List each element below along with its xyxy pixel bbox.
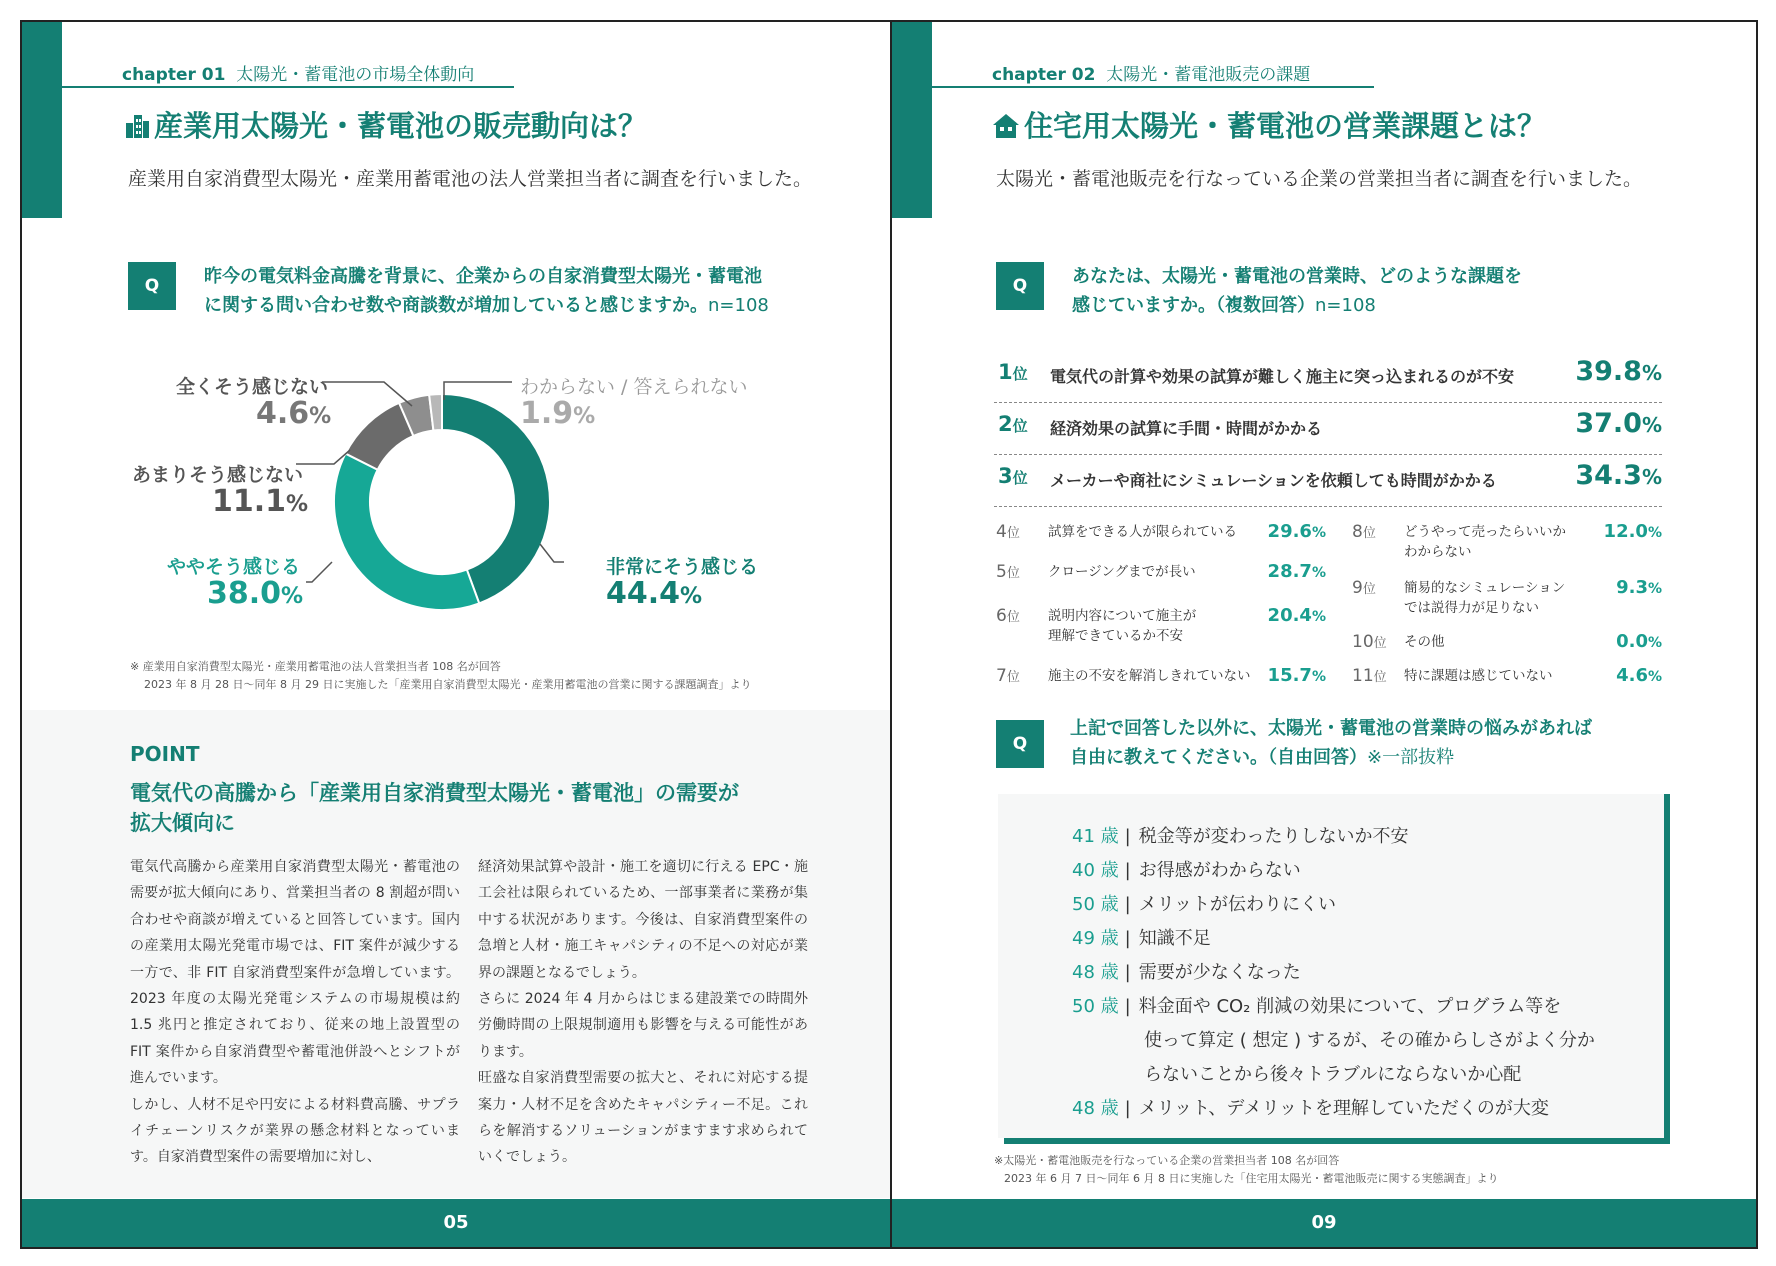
question-badge: Q: [128, 262, 176, 310]
answer-line-5: 48 歳 | 需要が少なくなった: [1072, 962, 1301, 983]
page-subtitle: 太陽光・蓄電池販売を行なっている企業の営業担当者に調査を行いました。: [996, 168, 1643, 190]
chapter-title: 太陽光・蓄電池の市場全体動向: [236, 65, 475, 85]
point-title-line-2: 拡大傾向に: [130, 811, 235, 835]
rank-row-2: [994, 402, 1662, 455]
question-2-note: ※一部抜粋: [1367, 747, 1455, 768]
pct-unknown: 1.9%: [520, 396, 596, 431]
survey-footnote: [130, 658, 751, 694]
rank-item-6: 6位 説明内容について施主が 理解できているか不安 20.4%: [996, 605, 1326, 644]
rank-percent: 39.8%: [1575, 356, 1662, 387]
rank-number: 3位: [998, 464, 1028, 488]
body-paragraph: しかし、人材不足や円安による材料費高騰、サプライチェーンリスクが業界の懸念材料となっています。自家消費型案件の需要増加に対し、: [130, 1096, 460, 1166]
question-n: n=108: [708, 295, 769, 316]
right-page: [890, 20, 1758, 1249]
pct-very: 44.4%: [606, 576, 703, 611]
rank-number: 2位: [998, 412, 1028, 436]
pct-not-much: 11.1%: [212, 484, 309, 519]
point-body-column-2: [478, 854, 808, 1171]
page-subtitle: 産業用自家消費型太陽光・産業用蓄電池の法人営業担当者に調査を行いました。: [128, 168, 813, 190]
answer-line-6-cont-2: らないことから後々トラブルにならないか心配: [1144, 1064, 1522, 1085]
point-title: [130, 778, 739, 838]
question-2-text: [1070, 714, 1592, 772]
body-paragraph: 旺盛な自家消費型需要の拡大と、それに対応する提案力・人材不足を含めたキャパシティー不足。これらを解消するソリューションがますます求められていくでしょう。: [478, 1070, 808, 1166]
house-icon: [992, 113, 1020, 139]
footnote-line-2: 2023 年 8 月 28 日～同年 8 月 29 日に実施した「産業用自家消費型太陽光・産業用蓄電池の営業に関する課題調査」より: [144, 678, 752, 691]
point-title-line-1: 電気代の高騰から「産業用自家消費型太陽光・蓄電池」の需要が: [130, 781, 739, 805]
top-ranking-list: [994, 340, 1662, 530]
label-not-at-all: 全くそう感じない: [176, 376, 329, 398]
answer-box-shadow-right: [1664, 794, 1670, 1144]
body-paragraph: さらに 2024 年 4 月からはじまる建設業での時間外労働時間の上限規制適用も影響を与える可能性があります。: [478, 991, 808, 1060]
rank-row-3: [994, 454, 1662, 507]
leader-lines: [22, 22, 892, 722]
answer-line-3: 50 歳 | メリットが伝わりにくい: [1072, 894, 1336, 915]
question-n: n=108: [1315, 295, 1376, 316]
rank-text: メーカーや商社にシミュレーションを依頼しても時間がかかる: [1050, 471, 1497, 490]
question-text: [1072, 262, 1522, 320]
rank-number: 1位: [998, 360, 1028, 384]
question-line-2: に関する問い合わせ数や商談数が増加していると感じますか。n=108: [204, 295, 769, 316]
left-page: [20, 20, 892, 1249]
rank-item-9: 9位 簡易的なシミュレーション では説得力が足りない 9.3%: [1352, 577, 1662, 616]
page-title: [992, 104, 1546, 145]
leader-line-notmuch: [296, 450, 350, 464]
rank-item-5: 5位 クロージングまでが長い 28.7%: [996, 561, 1326, 582]
rank-item-8: 8位 どうやって売ったらいいか わからない 12.0%: [1352, 521, 1662, 560]
rank-item-7: 7位 施主の不安を解消しきれていない 15.7%: [996, 665, 1326, 686]
footnote-line-2: 2023 年 6 月 7 日～同年 6 月 8 日に実施した「住宅用太陽光・蓄電池販売に関する実態調査」より: [1004, 1172, 1499, 1185]
chapter-underline: [932, 86, 1374, 88]
chapter-title: 太陽光・蓄電池販売の課題: [1106, 65, 1311, 85]
footnote-line-1: ※ 産業用自家消費型太陽光・産業用蓄電池の法人営業担当者 108 名が回答: [130, 660, 501, 673]
answer-box-shadow-bottom: [1004, 1138, 1670, 1144]
leader-line-somewhat: [306, 562, 332, 582]
page-title-text: 住宅用太陽光・蓄電池の営業課題とは？: [1024, 109, 1547, 143]
question-badge: Q: [996, 262, 1044, 310]
survey-footnote: [994, 1152, 1498, 1188]
page-footer: [22, 1199, 890, 1247]
answer-line-7: 48 歳 | メリット、デメリットを理解していただくのが大変: [1072, 1098, 1549, 1119]
leader-line-notatall: [322, 382, 412, 406]
answer-line-6: 50 歳 | 料金面や CO₂ 削減の効果について、プログラム等を: [1072, 996, 1562, 1017]
pct-somewhat: 38.0%: [207, 576, 304, 611]
pct-not-at-all: 4.6%: [256, 396, 332, 431]
rank-text: 電気代の計算や効果の試算が難しく施主に突っ込まれるのが不安: [1050, 367, 1515, 386]
label-very: 非常にそう感じる: [606, 556, 759, 578]
answer-line-6-cont-1: 使って算定 ( 想定 ) するが、その確からしさがよく分か: [1144, 1030, 1595, 1051]
label-somewhat: ややそう感じる: [167, 556, 301, 578]
answer-line-4: 49 歳 | 知識不足: [1072, 928, 1211, 949]
point-label: POINT: [130, 742, 200, 766]
page-title-text: 産業用太陽光・蓄電池の販売動向は？: [154, 109, 648, 143]
question-line-2: 感じていますか。（複数回答）n=108: [1072, 295, 1376, 316]
footnote-line-1: ※太陽光・蓄電池販売を行なっている企業の営業担当者 108 名が回答: [994, 1154, 1340, 1167]
rank-item-4: 4位 試算をできる人が限られている 29.6%: [996, 521, 1326, 542]
page-number: 05: [443, 1212, 469, 1233]
leader-line-very: [540, 544, 564, 562]
chapter-number: chapter 01: [122, 65, 226, 85]
question-2-line-1: 上記で回答した以外に、太陽光・蓄電池の営業時の悩みがあれば: [1070, 718, 1592, 739]
rank-item-11: 11位 特に課題は感じていない 4.6%: [1352, 665, 1662, 686]
question-line-1: 昨今の電気料金高騰を背景に、企業からの自家消費型太陽光・蓄電池: [204, 266, 762, 287]
rank-text: 経済効果の試算に手間・時間がかかる: [1050, 419, 1323, 438]
rank-percent: 34.3%: [1575, 460, 1662, 491]
body-paragraph: 電気代高騰から産業用自家消費型太陽光・蓄電池の需要が拡大傾向にあり、営業担当者の 8 割超が問い合わせや商談が増えていると回答しています。国内の産業用太陽光発電市場では、FIT 案件が減少する一方で、非 FIT 自家消費型案件が急増しています。2023 年度の太陽光発電システムの市場規模は約 1.5 兆円と推定されており、従来の地上設置型の FIT 案件から自家消費型や蓄電池併設へとシフトが進んでいます。: [130, 859, 460, 1087]
rank-row-1: [994, 350, 1662, 403]
point-body-column-1: [130, 854, 460, 1171]
page-number: 09: [1311, 1212, 1337, 1233]
chapter-accent-bar: [892, 22, 932, 218]
chapter-number: chapter 02: [992, 65, 1096, 85]
question-badge-2: Q: [996, 720, 1044, 768]
leader-line-unknown: [444, 382, 512, 400]
page-footer: [892, 1199, 1756, 1247]
question-line-1: あなたは、太陽光・蓄電池の営業時、どのような課題を: [1072, 266, 1522, 287]
rank-percent: 37.0%: [1575, 408, 1662, 439]
rank-item-10: 10位 その他 0.0%: [1352, 631, 1662, 652]
answer-line-2: 40 歳 | お得感がわからない: [1072, 860, 1301, 881]
question-2-line-2: 自由に教えてください。（自由回答）※一部抜粋: [1070, 747, 1455, 768]
chapter-header: [992, 60, 1310, 89]
label-not-much: あまりそう感じない: [132, 464, 304, 486]
answer-line-1: 41 歳 | 税金等が変わったりしないか不安: [1072, 826, 1409, 847]
label-unknown: わからない / 答えられない: [520, 376, 748, 398]
body-paragraph: 経済効果試算や設計・施工を適切に行える EPC・施工会社は限られているため、一部事業者に業務が集中する状況があります。今後は、自家消費型案件の急増と人材・施工キャパシティの不足への対応が業界の課題となるでしょう。: [478, 859, 808, 981]
